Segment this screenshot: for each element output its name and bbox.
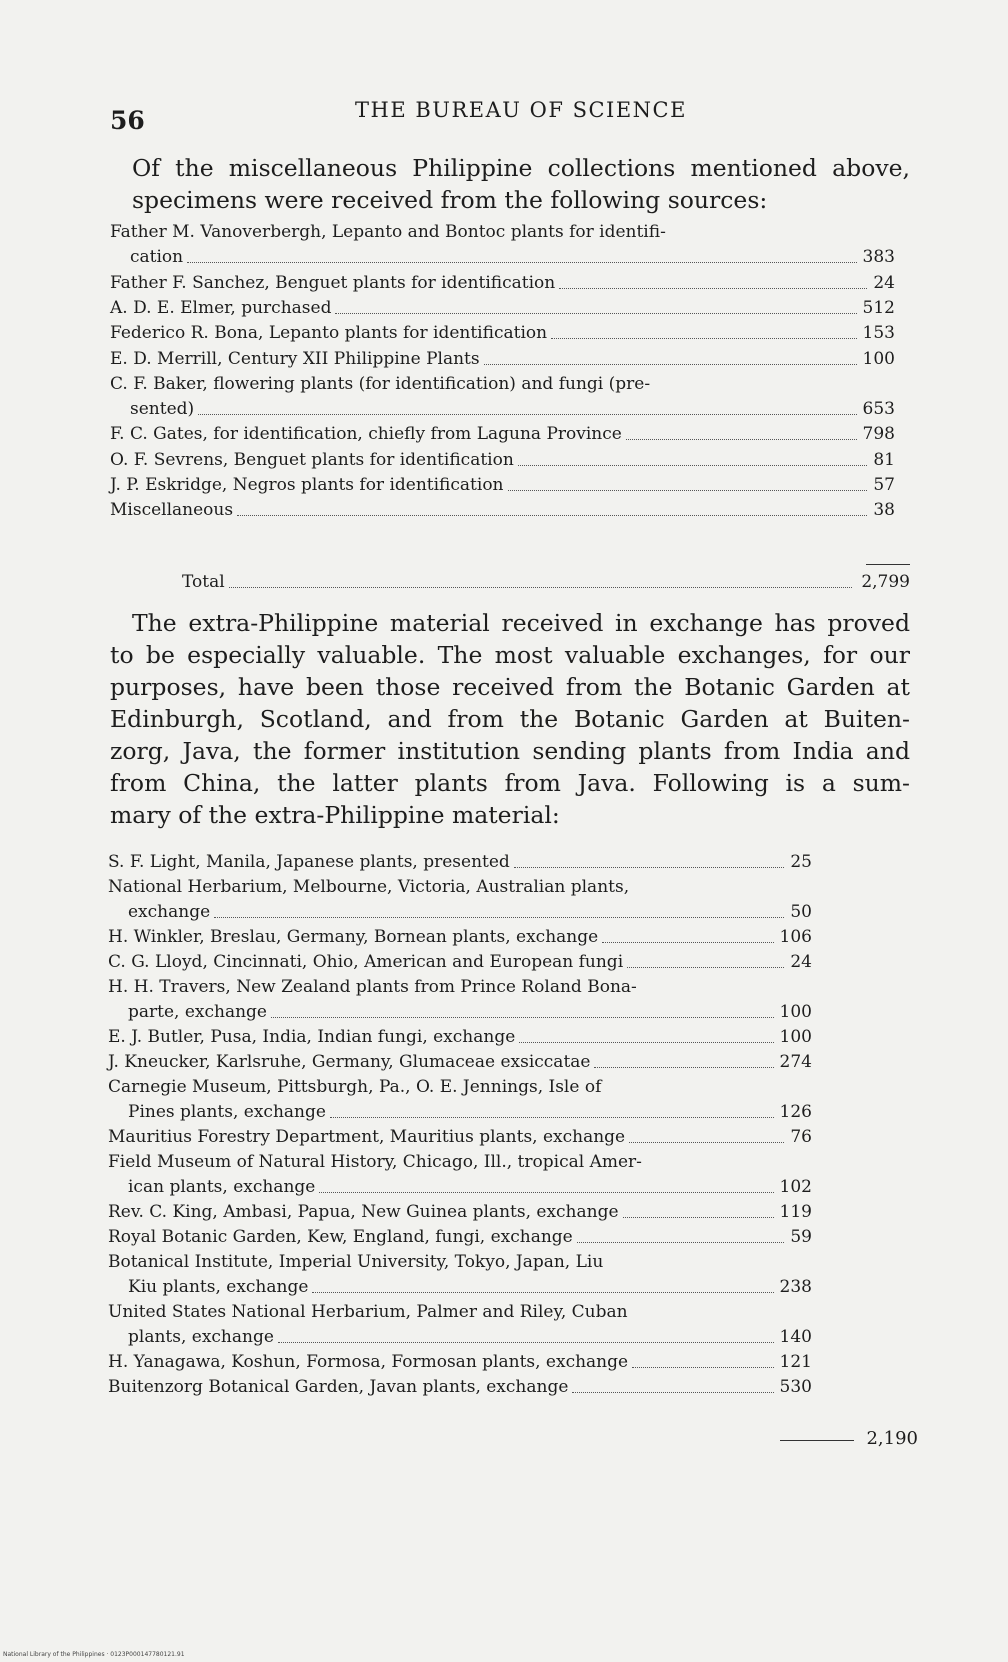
item-label: H. Yanagawa, Koshun, Formosa, Formosan plants, exchange (108, 1352, 629, 1372)
item-label: Father M. Vanoverbergh, Lepanto and Bontoc plants for identifi- (110, 222, 666, 242)
list-item (110, 498, 895, 522)
list-item (108, 1000, 868, 1024)
list-item (108, 1350, 868, 1374)
list2-total-rule (780, 1440, 854, 1441)
list-item (110, 448, 895, 472)
item-value: 57 (873, 475, 895, 495)
total-leader (229, 570, 852, 588)
item-value: 100 (862, 348, 895, 369)
list-item (108, 1325, 868, 1349)
dot-leader (508, 473, 867, 491)
list-item (108, 1250, 868, 1274)
list-item (108, 1150, 868, 1174)
item-value: 121 (779, 1352, 812, 1372)
item-value: 653 (862, 399, 895, 420)
item-label: A. D. E. Elmer, purchased (110, 297, 332, 318)
list-item (110, 271, 895, 295)
list-item (108, 1125, 868, 1149)
item-label-continuation: exchange (128, 902, 211, 922)
list-item (110, 220, 895, 244)
item-value: 383 (862, 247, 895, 268)
list-item (108, 1275, 868, 1299)
item-value: 24 (790, 952, 812, 972)
item-label-continuation: plants, exchange (128, 1327, 274, 1347)
dot-leader (626, 422, 857, 440)
list-item (108, 1075, 868, 1099)
list-item (108, 900, 868, 924)
page-header (110, 98, 910, 138)
dot-leader (187, 245, 857, 263)
dot-leader (514, 850, 784, 868)
dot-leader (271, 1000, 774, 1018)
list-item (110, 422, 895, 446)
item-value: 119 (779, 1202, 812, 1222)
list1-total-rule (866, 564, 910, 565)
list-item (108, 975, 868, 999)
item-label: Carnegie Museum, Pittsburgh, Pa., O. E. Jennings, Isle of (108, 1077, 602, 1097)
list-item (108, 1200, 868, 1224)
intro-line: specimens were received from the following sources: (132, 186, 768, 214)
item-value: 76 (790, 1127, 812, 1147)
dot-leader (330, 1100, 774, 1118)
list-item (110, 245, 895, 269)
list-item (108, 1225, 868, 1249)
item-value: 100 (779, 1002, 812, 1022)
list-item (108, 1100, 868, 1124)
running-title: THE BUREAU OF SCIENCE (355, 98, 687, 122)
item-value: 798 (862, 424, 895, 445)
item-label: National Herbarium, Melbourne, Victoria, Australian plants, (108, 877, 630, 897)
item-label: Mauritius Forestry Department, Mauritius plants, exchange (108, 1127, 626, 1147)
item-label: Father F. Sanchez, Benguet plants for identification (110, 272, 556, 293)
dot-leader (237, 498, 867, 516)
item-label: Rev. C. King, Ambasi, Papua, New Guinea plants, exchange (108, 1202, 619, 1222)
list-item (108, 1050, 868, 1074)
item-value: 59 (790, 1227, 812, 1247)
page-number: 56 (110, 106, 145, 135)
item-label-continuation: cation (130, 247, 184, 268)
dot-leader (594, 1050, 774, 1068)
list-item (108, 1375, 868, 1399)
list-item (110, 321, 895, 345)
item-value: 24 (873, 272, 895, 293)
list2-total-value: 2,190 (866, 1428, 918, 1449)
item-label: Royal Botanic Garden, Kew, England, fungi, exchange (108, 1227, 573, 1247)
item-label: Field Museum of Natural History, Chicago, Ill., tropical Amer- (108, 1152, 642, 1172)
item-label: United States National Herbarium, Palmer and Riley, Cuban (108, 1302, 628, 1322)
item-value: 38 (873, 500, 895, 521)
intro-line: Of the miscellaneous Philippine collections mentioned above, (132, 154, 910, 182)
item-value: 512 (862, 297, 895, 318)
total-label: Total (182, 572, 225, 592)
body-line: mary of the extra-Philippine material: (110, 801, 560, 829)
item-value: 102 (779, 1177, 812, 1197)
item-label: H. H. Travers, New Zealand plants from Prince Roland Bona- (108, 977, 637, 997)
item-label: Miscellaneous (110, 500, 234, 521)
item-value: 81 (873, 449, 895, 470)
item-label: E. J. Butler, Pusa, India, Indian fungi, exchange (108, 1027, 516, 1047)
item-label-continuation: ican plants, exchange (128, 1177, 316, 1197)
item-label: J. Kneucker, Karlsruhe, Germany, Glumaceae exsiccatae (108, 1052, 591, 1072)
total-value: 2,799 (861, 572, 910, 592)
item-value: 140 (779, 1327, 812, 1347)
body-line: from China, the latter plants from Java. Following is a sum- (110, 769, 910, 797)
item-label: Botanical Institute, Imperial University, Tokyo, Japan, Liu (108, 1252, 604, 1272)
item-value: 274 (779, 1052, 812, 1072)
item-label: Federico R. Bona, Lepanto plants for identification (110, 323, 548, 344)
dot-leader (214, 900, 784, 918)
list-item (108, 1025, 868, 1049)
body-line: purposes, have been those received from the Botanic Garden at (110, 673, 910, 701)
item-label: Buitenzorg Botanical Garden, Javan plants, exchange (108, 1377, 569, 1397)
list-item (108, 875, 868, 899)
list-item (108, 950, 868, 974)
item-label: J. P. Eskridge, Negros plants for identification (110, 475, 504, 495)
dot-leader (335, 296, 857, 314)
list-item (110, 347, 895, 371)
list-item (108, 850, 868, 874)
body-line: to be especially valuable. The most valuable exchanges, for our (110, 641, 910, 669)
dot-leader (198, 397, 857, 415)
item-label: C. F. Baker, flowering plants (for identification) and fungi (pre- (110, 373, 651, 394)
dot-leader (519, 1025, 774, 1043)
item-value: 126 (779, 1102, 812, 1122)
item-label: S. F. Light, Manila, Japanese plants, presented (108, 852, 510, 872)
body-line: zorg, Java, the former institution sending plants from India and (110, 737, 910, 765)
item-value: 238 (779, 1277, 812, 1297)
item-value: 50 (790, 902, 812, 922)
footer-credit: National Library of the Philippines · 0123P000147780121.91 (3, 1651, 185, 1658)
item-label-continuation: parte, exchange (128, 1002, 267, 1022)
body-line: Edinburgh, Scotland, and from the Botanic Garden at Buiten- (110, 705, 910, 733)
item-label: H. Winkler, Breslau, Germany, Bornean plants, exchange (108, 927, 599, 947)
item-label: F. C. Gates, for identification, chiefly from Laguna Province (110, 424, 622, 445)
item-label: E. D. Merrill, Century XII Philippine Plants (110, 348, 480, 369)
dot-leader (551, 321, 857, 339)
dot-leader (518, 448, 867, 466)
item-label: C. G. Lloyd, Cincinnati, Ohio, American and European fungi (108, 952, 624, 972)
item-label-continuation: Pines plants, exchange (128, 1102, 326, 1122)
item-value: 25 (790, 852, 812, 872)
dot-leader (484, 347, 857, 365)
item-value: 100 (779, 1027, 812, 1047)
item-label-continuation: sented) (130, 399, 195, 420)
list-item (108, 1300, 868, 1324)
list-item (108, 925, 868, 949)
item-value: 106 (779, 927, 812, 947)
list1-total-row (110, 570, 910, 594)
list-item (108, 1175, 868, 1199)
list-item (110, 372, 895, 396)
dot-leader (559, 271, 867, 289)
item-label: O. F. Sevrens, Benguet plants for identification (110, 449, 514, 470)
dot-leader (312, 1275, 774, 1293)
item-value: 153 (862, 323, 895, 344)
intro-paragraph (132, 152, 910, 216)
item-label-continuation: Kiu plants, exchange (128, 1277, 309, 1297)
list-item (110, 473, 895, 497)
list-item (110, 397, 895, 421)
dot-leader (319, 1175, 774, 1193)
body-line: The extra-Philippine material received in exchange has proved (132, 609, 910, 637)
dot-leader (572, 1375, 774, 1393)
item-value: 530 (779, 1377, 812, 1397)
list-item (110, 296, 895, 320)
dot-leader (278, 1325, 774, 1343)
body-paragraph (110, 607, 910, 831)
